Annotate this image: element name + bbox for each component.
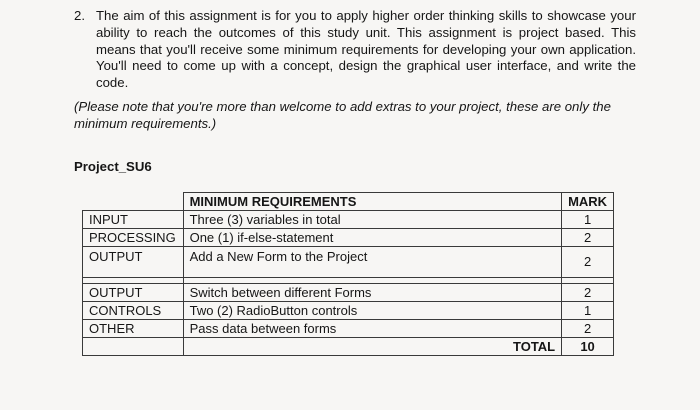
question-text: The aim of this assignment is for you to apply higher order thinking skills to showcase your ability to reach the outcomes of this study unit. This assignment is project based. This means that you'll receive some minimum requirements for developing your own application. You'll need to come up with a concept, design the graphical user interface, and write the code. xyxy=(96,8,636,91)
row-mark: 1 xyxy=(562,302,614,320)
row-mark: 2 xyxy=(562,320,614,338)
row-requirement: Three (3) variables in total xyxy=(183,211,562,229)
header-blank-cell xyxy=(83,193,184,211)
project-title: Project_SU6 xyxy=(74,159,152,174)
total-value: 10 xyxy=(562,338,614,356)
row-mark: 1 xyxy=(562,211,614,229)
row-category: INPUT xyxy=(83,211,184,229)
table-row xyxy=(83,211,614,229)
header-mark: MARK xyxy=(562,193,614,211)
requirements-table xyxy=(82,192,614,356)
row-requirement: One (1) if-else-statement xyxy=(183,229,562,247)
row-requirement: Two (2) RadioButton controls xyxy=(183,302,562,320)
table-row xyxy=(83,284,614,302)
row-requirement: Pass data between forms xyxy=(183,320,562,338)
table-total-row xyxy=(83,338,614,356)
total-empty-cell xyxy=(83,338,184,356)
row-mark: 2 xyxy=(562,229,614,247)
row-mark: 2 xyxy=(562,247,614,278)
row-category: PROCESSING xyxy=(83,229,184,247)
total-label: TOTAL xyxy=(183,338,562,356)
question-number: 2. xyxy=(74,8,85,23)
table-header-row xyxy=(83,193,614,211)
note-text: (Please note that you're more than welcome to add extras to your project, these are only the minimum requirements.) xyxy=(74,99,611,131)
row-requirement: Add a New Form to the Project xyxy=(183,247,562,278)
row-mark: 2 xyxy=(562,284,614,302)
row-requirement: Switch between different Forms xyxy=(183,284,562,302)
row-category: OUTPUT xyxy=(83,247,184,278)
row-category: OUTPUT xyxy=(83,284,184,302)
table-row xyxy=(83,302,614,320)
row-category: CONTROLS xyxy=(83,302,184,320)
table-row xyxy=(83,247,614,278)
table-row xyxy=(83,320,614,338)
row-category: OTHER xyxy=(83,320,184,338)
header-requirements: MINIMUM REQUIREMENTS xyxy=(183,193,562,211)
table-row xyxy=(83,229,614,247)
